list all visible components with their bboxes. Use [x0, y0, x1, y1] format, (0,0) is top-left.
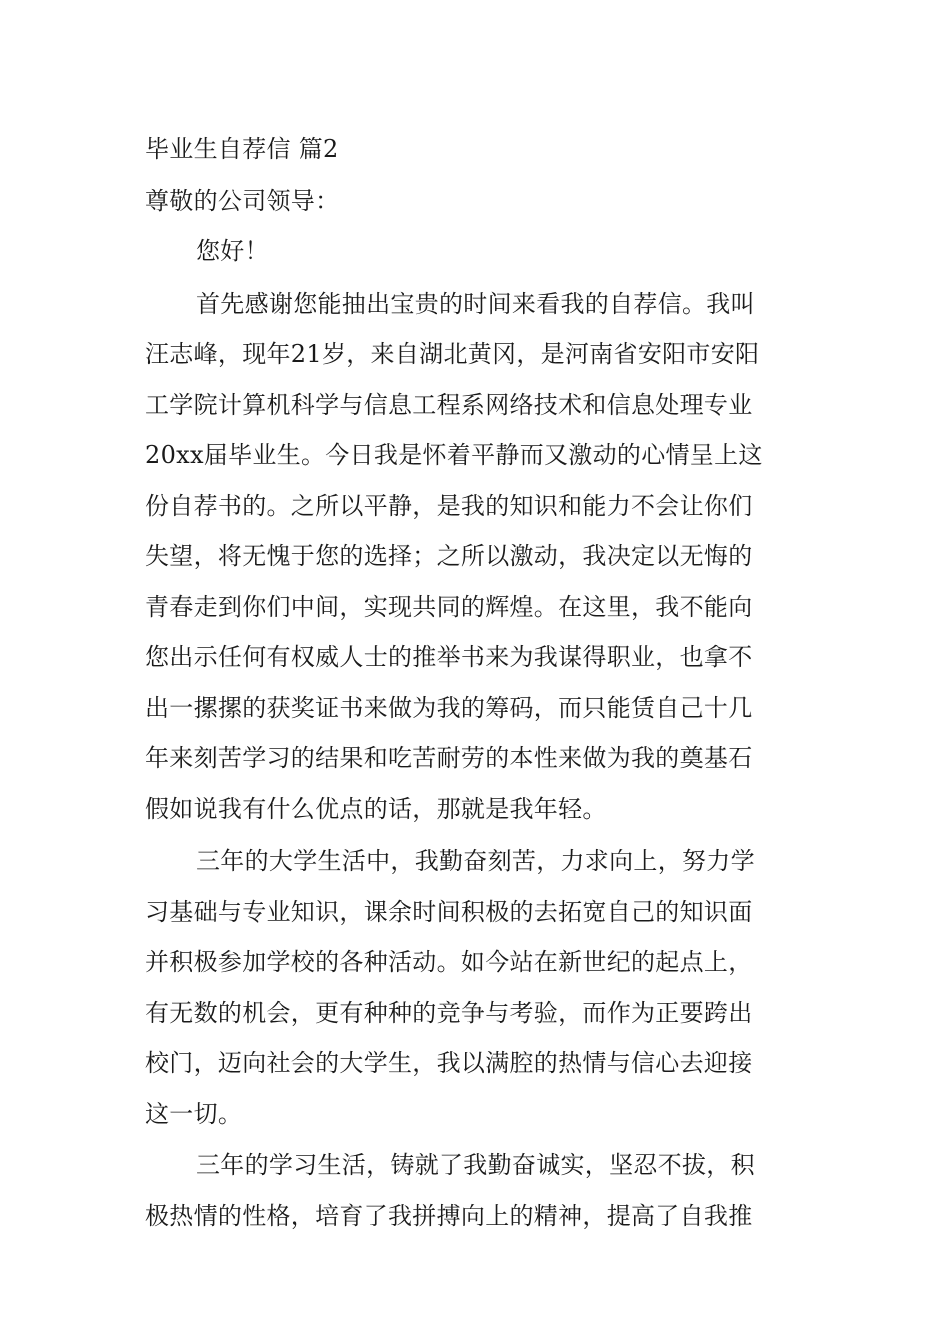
- paragraph-line: 汪志峰，现年21岁，来自湖北黄冈，是河南省安阳市安阳: [145, 340, 760, 368]
- paragraph-line: 20xx届毕业生。今日我是怀着平静而又激动的心情呈上这: [145, 441, 763, 469]
- paragraph-line: 出一摞摞的获奖证书来做为我的筹码，而只能赁自己十几: [145, 694, 753, 722]
- paragraph-line: 首先感谢您能抽出宝贵的时间来看我的自荐信。我叫: [196, 290, 755, 318]
- greeting: 您好！: [196, 237, 269, 265]
- paragraph-line: 这一切。: [145, 1100, 243, 1128]
- paragraph-line: 假如说我有什么优点的话，那就是我年轻。: [145, 795, 607, 823]
- paragraph-line: 三年的大学生活中，我勤奋刻苦，力求向上，努力学: [196, 847, 755, 875]
- paragraph-line: 习基础与专业知识，课余时间积极的去拓宽自己的知识面: [145, 898, 753, 926]
- paragraph-line: 有无数的机会，更有种种的竞争与考验，而作为正要跨出: [145, 999, 753, 1027]
- paragraph-line: 失望，将无愧于您的选择；之所以激动，我决定以无悔的: [145, 542, 753, 570]
- document-title: 毕业生自荐信 篇2: [145, 135, 339, 163]
- paragraph-line: 校门，迈向社会的大学生，我以满腔的热情与信心去迎接: [145, 1049, 753, 1077]
- paragraph-line: 年来刻苦学习的结果和吃苦耐劳的本性来做为我的奠基石: [145, 744, 753, 772]
- paragraph-line: 并积极参加学校的各种活动。如今站在新世纪的起点上，: [145, 948, 753, 976]
- paragraph-line: 您出示任何有权威人士的推举书来为我谋得职业，也拿不: [145, 643, 753, 671]
- paragraph-line: 份自荐书的。之所以平静，是我的知识和能力不会让你们: [145, 492, 753, 520]
- paragraph-line: 三年的学习生活，铸就了我勤奋诚实，坚忍不拔，积: [196, 1151, 755, 1179]
- paragraph-line: 工学院计算机科学与信息工程系网络技术和信息处理专业: [145, 391, 753, 419]
- salutation: 尊敬的公司领导：: [145, 187, 340, 215]
- paragraph-line: 极热情的性格，培育了我拼搏向上的精神，提高了自我推: [145, 1202, 753, 1230]
- paragraph-line: 青春走到你们中间，实现共同的辉煌。在这里，我不能向: [145, 593, 753, 621]
